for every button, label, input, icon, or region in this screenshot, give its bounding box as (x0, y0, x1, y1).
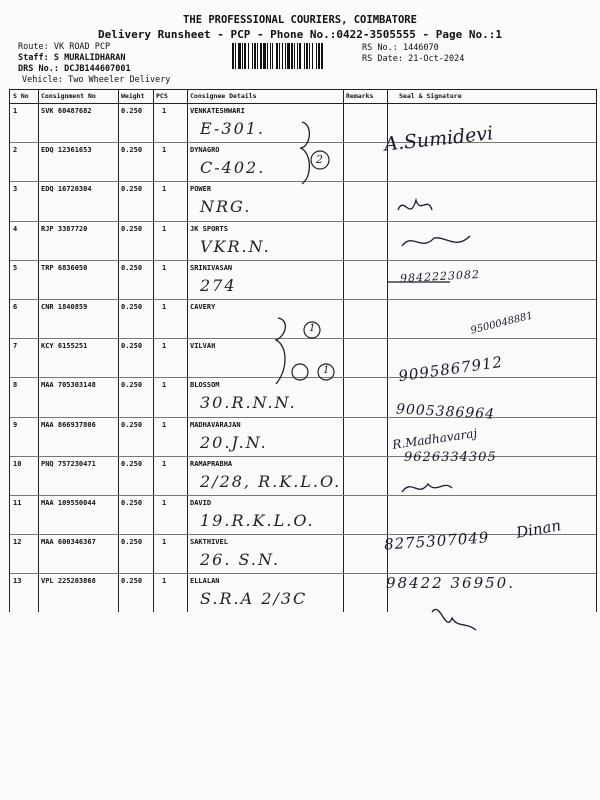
drs-line: DRS No.: DCJB144607001 (18, 64, 131, 74)
signature-phone-6: 9500048881 (469, 310, 535, 337)
circle-mark-1b (292, 364, 308, 380)
row-7-pcs: 1 (162, 342, 167, 351)
row-12-name: SAKTHIVEL (190, 538, 228, 547)
row-5-address-handwritten: 274 (200, 275, 237, 295)
row-5-cons: TRP 6836050 (41, 263, 88, 272)
row-2-cons: EDQ 12361653 (41, 146, 92, 155)
row-6-pcs: 1 (162, 303, 167, 311)
row-4-sno: 4 (13, 224, 18, 233)
row-13-weight: 0.250 (121, 577, 143, 586)
staff-line: Staff: S MURALIDHARAN (18, 53, 126, 63)
vehicle-line: Vehicle: Two Wheeler Delivery (22, 75, 171, 85)
row-9-name: MADHAVARAJAN (190, 420, 241, 429)
row-7-cons: KCY 6155251 (41, 342, 88, 351)
signature-scribble-3 (398, 200, 432, 210)
row-6-weight: 0.250 (121, 303, 143, 311)
col-signature: Seal & Signature (399, 92, 462, 100)
row-8-sno: 8 (13, 381, 18, 390)
col-remarks: Remarks (346, 92, 374, 100)
row-11-pcs: 1 (162, 499, 167, 507)
row-13-address-handwritten: S.R.A 2/3C (200, 589, 308, 609)
row-9-cons: MAA 866937806 (41, 420, 96, 429)
row-4-address-handwritten: VKR.N. (200, 236, 271, 256)
row-9-pcs: 1 (162, 420, 167, 429)
signature-scribble-13 (432, 609, 476, 630)
row-5-name: SRINIVASAN (190, 263, 233, 272)
row-3-sno: 3 (13, 185, 18, 194)
row-1-cons: SVK 60487682 (41, 107, 92, 115)
signature-phone-7: 9095867912 (397, 352, 505, 386)
row-8-cons: MAA 705303148 (41, 381, 96, 390)
row-5-sno: 5 (13, 263, 18, 272)
row-12-sno: 12 (13, 538, 22, 547)
signature-row-1: A.Sumidevi (383, 122, 495, 156)
circle-digit-1a: 1 (309, 323, 316, 334)
row-2-pcs: 1 (162, 146, 167, 155)
row-12-address-handwritten: 26. S.N. (200, 550, 281, 570)
col-consignment: Consignment No (41, 92, 96, 100)
row-4-cons: RJP 3387720 (41, 224, 88, 233)
row-3-address-handwritten: NRG. (200, 197, 252, 217)
row-8-pcs: 1 (162, 381, 167, 390)
row-1-address-handwritten: E-301. (200, 119, 266, 138)
signature-phone-9: 9626334305 (404, 450, 497, 465)
col-pcs: PCS (156, 92, 168, 100)
row-12-pcs: 1 (162, 538, 167, 547)
row-12-cons: MAA 600346367 (41, 538, 96, 547)
row-2-weight: 0.250 (121, 146, 143, 155)
row-1-weight: 0.250 (121, 107, 143, 115)
signature-phone-12: 98422 36950. (386, 574, 515, 592)
signature-scribble-4 (402, 236, 470, 246)
row-13-cons: VPL 225203868 (41, 577, 96, 586)
row-10-name: RAMAPRABHA (190, 459, 233, 468)
row-13-pcs: 1 (162, 577, 167, 586)
col-consignee: Consignee Details (190, 92, 257, 100)
row-10-pcs: 1 (162, 459, 167, 468)
row-10-sno: 10 (13, 459, 22, 468)
row-13-sno: 13 (13, 577, 22, 586)
row-7-name: VILVAH (190, 342, 216, 351)
row-11-weight: 0.250 (121, 499, 143, 507)
row-8-name: BLOSSOM (190, 381, 220, 390)
row-13-name: ELLALAN (190, 577, 220, 586)
row-8-address-handwritten: 30.R.N.N. (200, 393, 297, 413)
row-4-weight: 0.250 (121, 224, 143, 233)
rs-date-line: RS Date: 21-Oct-2024 (362, 54, 465, 64)
row-2-name: DYNAGRO (190, 146, 220, 155)
row-5-pcs: 1 (162, 263, 167, 272)
col-weight: Weight (121, 92, 145, 100)
row-4-pcs: 1 (162, 224, 167, 233)
row-11-address-handwritten: 19.R.K.L.O. (200, 511, 315, 530)
row-3-name: POWER (190, 185, 212, 194)
row-9-weight: 0.250 (121, 420, 143, 429)
row-10-address-handwritten: 2/28, R.K.L.O. (200, 471, 342, 491)
row-10-cons: PNQ 757230471 (41, 459, 96, 468)
signature-phone-8: 9005386964 (395, 401, 496, 423)
signature-scribble-10 (402, 484, 452, 492)
signature-phone-5: 9842223082 (399, 267, 481, 286)
signature-name-9: R.Madhavaraj (391, 426, 478, 452)
bracket-mark (276, 318, 285, 384)
row-6-name: CAVERY (190, 303, 216, 311)
signature-phone-11: 8275307049 (383, 528, 490, 554)
row-3-weight: 0.250 (121, 185, 143, 194)
row-6-sno: 6 (13, 303, 18, 311)
row-1-name: VENKATESHWARI (190, 107, 245, 115)
circle-digit-2: 2 (316, 153, 323, 166)
row-3-cons: EDQ 16720304 (41, 185, 92, 194)
row-2-address-handwritten: C-402. (200, 158, 266, 178)
row-2-sno: 2 (13, 146, 18, 155)
row-1-sno: 1 (13, 107, 18, 115)
row-1-pcs: 1 (162, 107, 167, 115)
row-4-name: JK SPORTS (190, 224, 228, 233)
row-11-sno: 11 (13, 499, 22, 507)
row-8-weight: 0.250 (121, 381, 143, 390)
row-9-sno: 9 (13, 420, 18, 429)
row-11-cons: MAA 109550044 (41, 499, 96, 507)
col-sno: S No (13, 92, 29, 100)
row-5-weight: 0.250 (121, 263, 143, 272)
route-line: Route: VK ROAD PCP (18, 42, 111, 52)
circle-digit-1b: 1 (323, 365, 330, 376)
row-7-weight: 0.250 (121, 342, 143, 351)
row-12-weight: 0.250 (121, 538, 143, 547)
signature-name-11: Dinan (514, 516, 563, 542)
company-title: THE PROFESSIONAL COURIERS, COIMBATORE (183, 14, 417, 26)
row-3-pcs: 1 (162, 185, 167, 194)
rs-no-line: RS No.: 1446070 (362, 43, 439, 53)
row-11-name: DAVID (190, 499, 212, 507)
row-7-sno: 7 (13, 342, 18, 351)
row-6-cons: CNR 1840859 (41, 303, 88, 311)
row-10-weight: 0.250 (121, 459, 143, 468)
row-9-address-handwritten: 20.J.N. (200, 432, 268, 452)
runsheet-subtitle: Delivery Runsheet - PCP - Phone No.:0422-3505555 - Page No.:1 (98, 28, 502, 41)
bracket-mark (300, 122, 309, 184)
